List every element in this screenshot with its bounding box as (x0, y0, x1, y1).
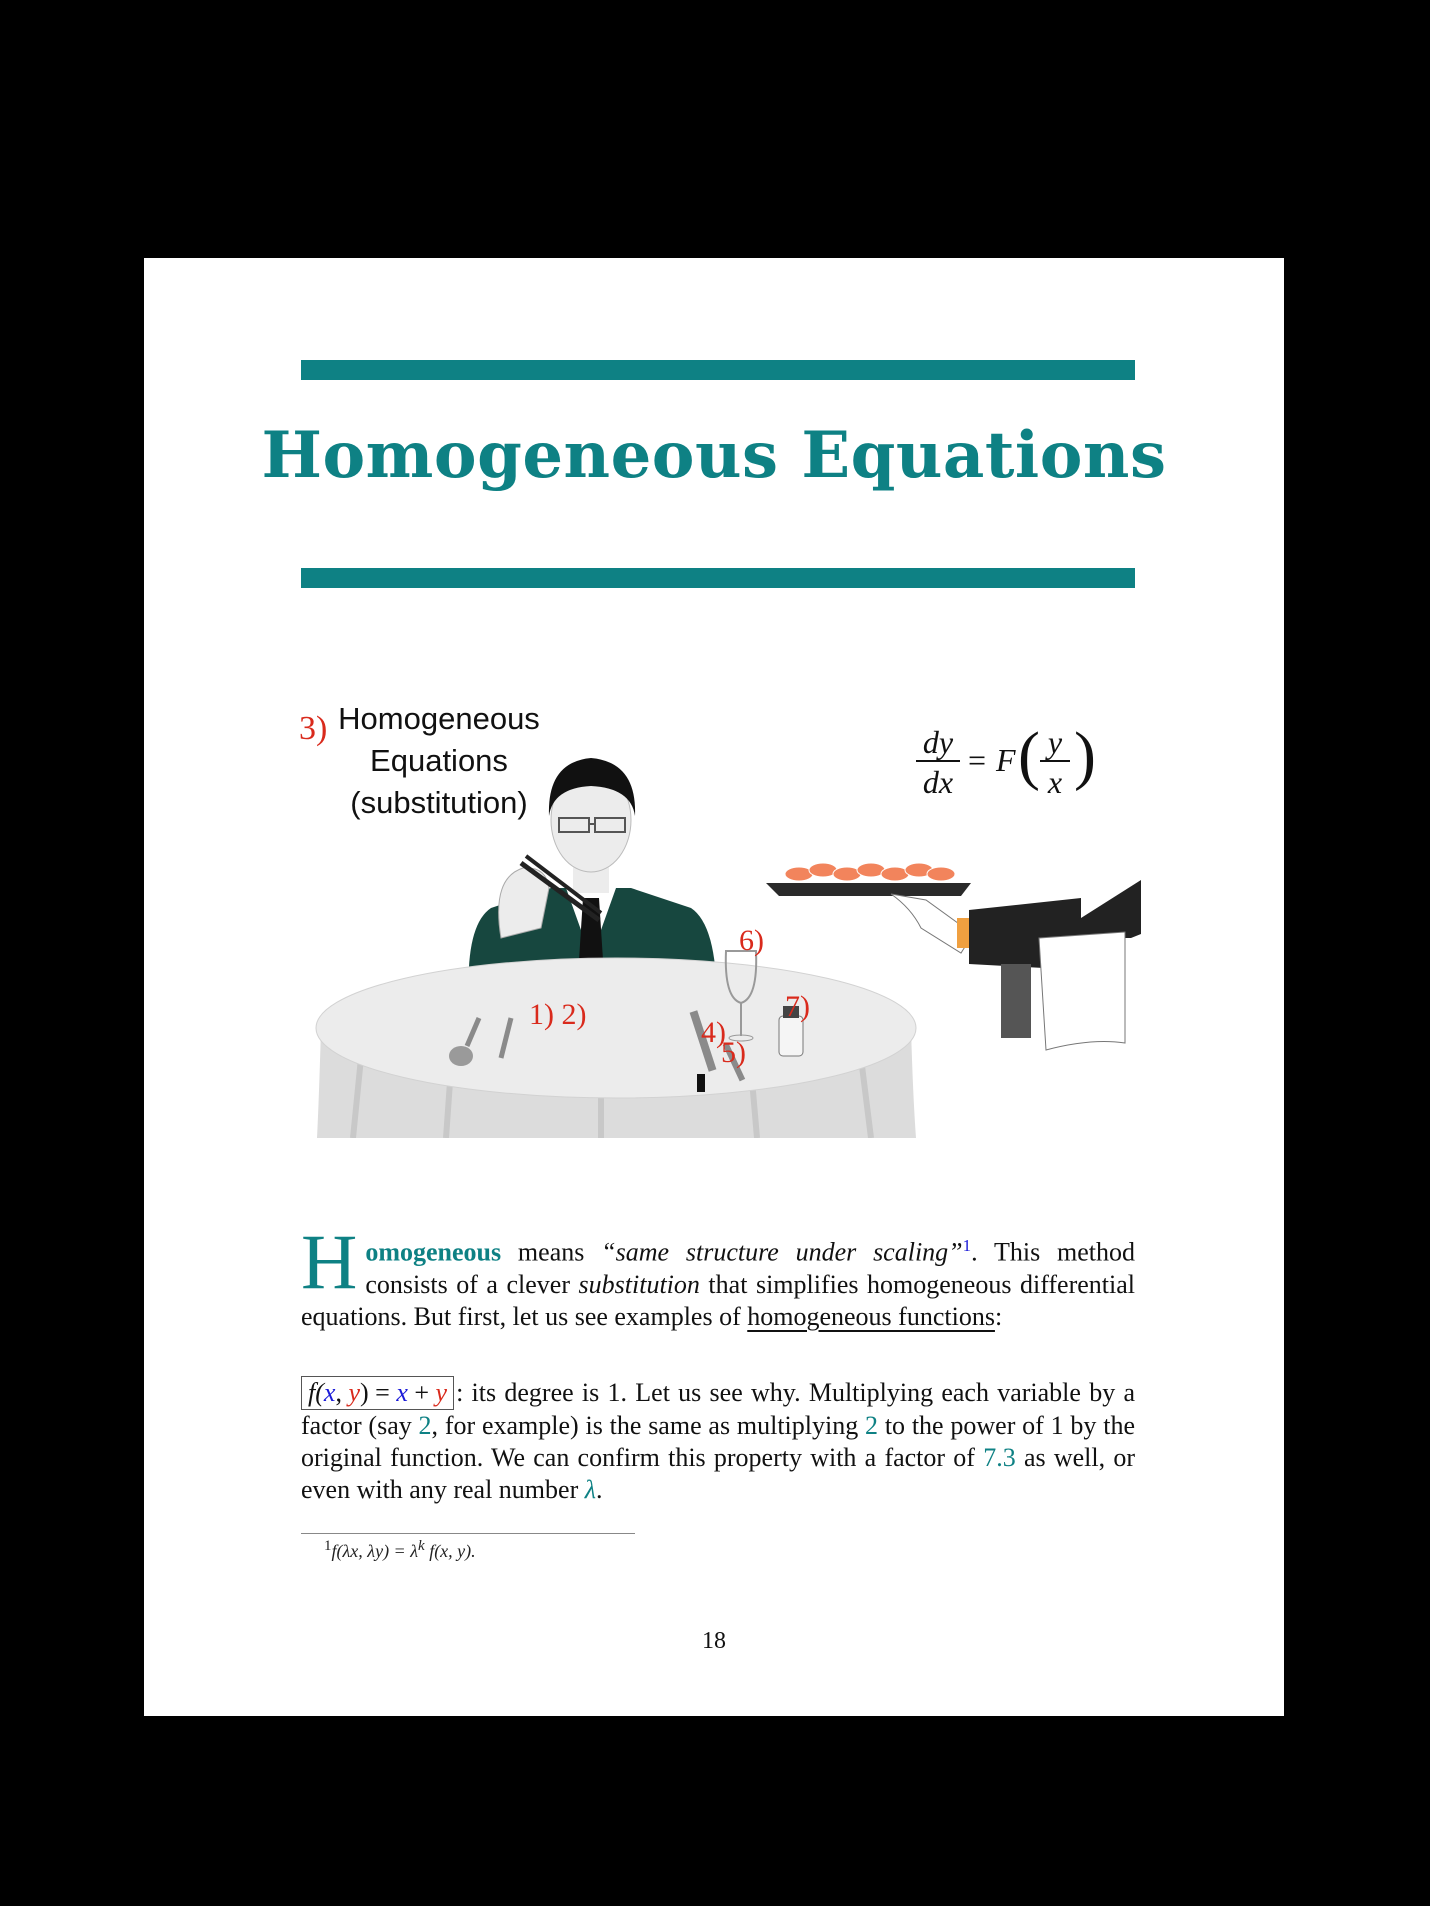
footnote-rule (301, 1533, 635, 1534)
top-rule (301, 360, 1135, 380)
eq-func: F (996, 742, 1016, 778)
marker-7: 7) (785, 990, 810, 1023)
eq-equals: = (968, 742, 987, 778)
marker-1-2: 1) 2) (529, 998, 587, 1031)
marker-5: 5) (721, 1036, 746, 1069)
napkin (1039, 932, 1125, 1050)
label-line-3: (substitution) (350, 785, 528, 820)
page-number: 18 (702, 1628, 726, 1654)
homogeneous-functions-link[interactable]: homogeneous functions (747, 1301, 995, 1331)
illustration-number: 3) (299, 710, 328, 747)
bottom-rule (301, 568, 1135, 588)
marker-6: 6) (739, 924, 764, 957)
definition-quote: “same structure under scaling” (601, 1237, 963, 1267)
footnote-ref[interactable]: 1 (962, 1236, 972, 1255)
page-title: Homogeneous Equations (261, 418, 1167, 493)
label-line-2: Equations (370, 743, 508, 778)
table-top (316, 958, 916, 1098)
eq-rhs-numerator: y (1047, 724, 1063, 760)
illustration: 3) Homogeneous Equations (substitution) dy dx = F ( y x ) 1) 2) 4) 5) 6) 7) (301, 698, 1141, 1138)
marker-4: 4) (701, 1016, 726, 1049)
example-paragraph: f(x, y) = x + y : its degree is 1. Let us see why. Multiplying each variable by a factor (say 2, for example) is the same as multiplying 2 to the power of 1 by the original function. We can confirm this property with a factor of 7.3 as well, or even with any real number λ. (301, 1378, 1135, 1504)
page (144, 258, 1284, 1716)
intro-paragraph: Homogeneous means “same structure under scaling”$^1$. This method consists of a clever substitution that simplifies homogeneous differential equations. But first, let us see examples of homogeneous functions: (301, 1218, 1136, 1331)
label-line-1: Homogeneous (338, 701, 540, 736)
illustration-label (329, 698, 549, 824)
dropcap: H (301, 1218, 358, 1305)
footnote: $^1$f(λx, $\lambda y) = \lambda^k$ f(x, y). (324, 1538, 476, 1561)
eq-numerator: dy (922, 724, 954, 760)
boxed-formula: f(x, y) = x + y (301, 1376, 454, 1410)
tray (766, 883, 971, 896)
eq-rhs-denominator: x (1047, 764, 1063, 800)
eq-denominator: dx (922, 764, 954, 800)
